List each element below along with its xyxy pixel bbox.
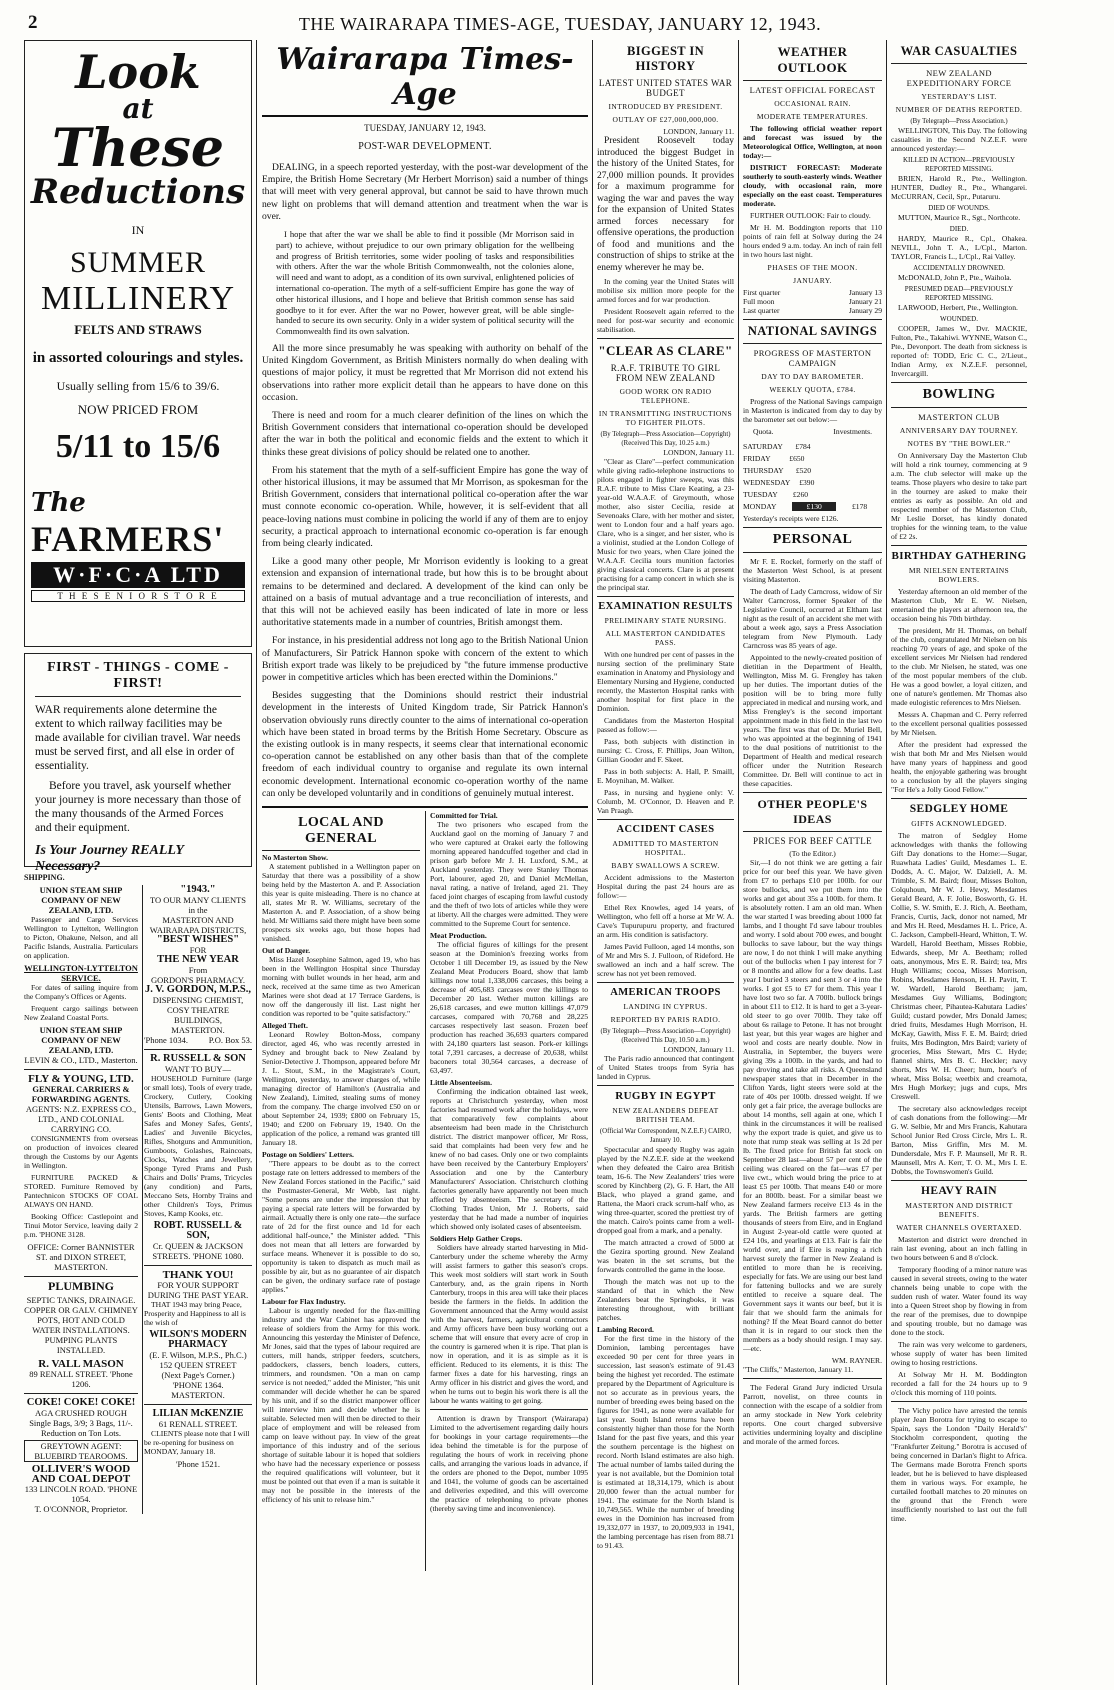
shipping-advert: UNION STEAM SHIP COMPANY OF NEW ZEALAND, LTD. Passenger and Cargo Services Wellington to Lyttelton, Wellington to Picton, Ohakune, Nelson, and all Pacific Islands, Australia. Particulars on application. WELLINGTON-LYTTELTON SERVICE. For dates of sailing inquire from the Company's Offices or Agents. Frequent cargo sailings between New Zealand Coastal Ports. UNION STEAM SHIP COMPANY OF NEW ZEALAND, LTD. LEVIN & CO., LTD., Masterton. [24, 885, 138, 1065]
gordon-advert: "1943." TO OUR MANY CLIENTS in the MASTERTON AND WAIRARAPA DISTRICTS, "BEST WISHES" FOR THE NEW YEAR From GORDON'S PHARMACY. J. V. GORDON, M.P.S., DISPENSING CHEMIST, COSY THEATRE BUILDINGS, MASTERTON. 'Phone 1034. P.O. Box 53. [144, 884, 252, 1045]
barometer-row: TUESDAY £260 [743, 490, 809, 499]
savings-title: NATIONAL SAVINGS [747, 324, 878, 338]
small-ads-left [24, 885, 143, 1514]
casualties-title: WAR CASUALTIES [900, 44, 1018, 58]
farmers-logo: The FARMERS' [31, 488, 225, 559]
weather-column: WEATHER OUTLOOK LATEST OFFICIAL FORECAST OCCASIONAL RAIN. MODERATE TEMPERATURES. The following official weather report and forecast was issued by the Meteorological Office, Wellington, at noon today:— DISTRICT FORECAST: Moderate southerly to south-easterly winds. Weather cloudy, with occasional rain, more especially on the east coast. Temperatures moderate. FURTHER OUTLOOK: Fair to cloudy. Mr H. M. Boddington reports that 110 points of rain fell at Solway during the 24 hours ended 9 a.m. today. An inch of rain fell in two hours last night. PHASES OF THE MOON. JANUARY. First quarter January 13 Full moon January 21 Last quarter January 29 NATIONAL SAVINGS PROGRESS OF MASTERTON CAMPAIGN DAY TO DAY BAROMETER. WEEKLY QUOTA, £784. Progress of the National Savings campaign in Masterton is indicated from day to day by the barometer set out below:— Quota. Investments. SATURDAY £784 FRIDAY £650 THURSDAY £520 WEDNESDAY £390 TUESDAY £260 MONDAY £130 £178 Yesterday's receipts were £126. PERSONAL Mr F. E. Rockel, formerly on the staff of the Masterton West School, is at present visiting Masterton. The death of Lady Carncross, widow of Sir Walter Carncross, former Speaker of the Legislative Council, occurred at Eltham last night as the result of an accident she met with about a week ago, says a Press Association telegram from New Plymouth. Lady Carncross was 85 years of age. Appointed to the newly-created position of dietitian in the Department of Health, Wellington, Miss M. G. Frengley has taken up her duties. The important duties of the position will be to bring more fully appreciated in medical and nursing work, and Miss Frengley's is the second important appointment made in this field in the last two years. The first was that of Dr. Muriel Bell, who was appointed at the beginning of 1941 to the dual positions of nutritionist to the Department of Health and medical research officer under the Nutrition Research Committee. Dr. Bell will continue to act in these capacities. OTHER PEOPLE'S IDEAS PRICES FOR BEEF CATTLE (To the Editor.) Sir,—I do not think we are getting a fair price for our beef this year. We have given from £7 to perhaps £10 per 100lb. for our store bullocks, and we put them into the works and get about 35s a 100lb. for them. It is absolutely rotten. I am an old man. When the war started I was breeding about 1000 fat lambs, and I thought I'd save labour troubles and worry. I sold about 700 ewes, and bought bullocks to save labour, but the way things are now, I do not think I will make anything out of the bullocks when I pay interest for 7 or 8 months and allow for a few deaths. Last year I buried 3 steers and sent 3 or 4 into the works. I got £5 to £7 for them. This year I have lost two so far. A 700lb. bullock brings in about £11 to £12. It is hard to get a 3-year-old steer to go over 700lb. They take off about 6s railage to Petone. It has not brought last year, but this year wages are higher and wool and costs are nearly double. Now in Australia, in September, the buyers were giving 39s a 100lb. in the yards, and had to pay droving and take all risks. A Queensland newspaper states that in December in the Clifton Yards, light steers were sold at the rate of 40s per 100lb. dressed weight. If we only get a fair price, the average bullocks are about 14 months, sell again at one, which I think in the circumstances it will be realised why the export trade is quiet, and give us to note that rump steak was selling at 1s 2d per lb. The fixed price for British fat stock on September 28 last—about 57 per cent of the ceiling was cleared on the fat—was £7 per live cwt., which would bring the price to at least £5 per 100lb. That means £40 or more for an 800lb. beast. For a similar beast we New Zealand farmers receive £13 4s in the yards. The British farmers are getting thousands of steers from Eire, and in England in August 2-year-old cattle were quoted at £24 10s, and yearlings at £13. Fair is fair the world over, and if Eire is reaping a rich harvest surely the farmer in New Zealand is entitled to more than he is receiving, especially for fats. We are using our best land for fattening bullocks and we are surely entitled to receive a square deal. The Government says it wants our beef, but it is fair that we should farm the animals for nothing? If the Meat Board cannot do better than it is in regard to our stock then the members as a body should resign. I may say.—etc. WM. RAYNER. "The Cliffs," Masterton, January 11. The Federal Grand Jury indicted Ursula Parrott, novelist, on three counts in connection with the escape of a soldier from an army stockade in New York celebrity reports. One court charged subversive activities undermining loyalty and discipline and morale of the armed forces. [743, 44, 882, 1446]
column-rule [738, 40, 739, 1685]
millinery-advert: Look at These Reductions IN SUMMER MILLINERY FELTS AND STRAWS in assorted colourings and styles. Usually selling from 15/6 to 39/6. NOW PRICED FROM 5/11 to 15/6 The FARMERS' W·F·C·A LTD T H E S E N I O R S T O R E [24, 40, 252, 647]
price-range: 5/11 to 15/6 [55, 428, 221, 465]
ads-column: Look at These Reductions IN SUMMER MILLINERY FELTS AND STRAWS in assorted colourings and styles. Usually selling from 15/6 to 39/6. NOW PRICED FROM 5/11 to 15/6 The FARMERS' W·F·C·A LTD T H E S E N I O R S T O R E FIRST - THINGS - COME - FIRST! WAR requirements alone determine the extent to which railway facilities may be made available for civilian travel. War needs must be served first, and all else in order of essentiality. Before you travel, ask yourself whether your journey is more necessary than those of the many thousands of the Armed Forces and their equipment. Is Your Journey REALLY Necessary? SHIPPING. UNION STEAM SHIP COMPANY OF NEW ZEALAND, LTD. Passenger and Cargo Services Wellington to Lyttelton, Wellington to Picton, Ohakune, Nelson, and all Pacific Islands, Australia. Particulars on application. WELLINGTON-LYTTELTON SERVICE. For dates of sailing inquire from the Company's Offices or Agents. Frequent cargo sailings between New Zealand Coastal Ports. UNION STEAM SHIP COMPANY OF NEW ZEALAND, LTD. LEVIN & CO., LTD., Masterton. FLY & YOUNG, LTD. GENERAL CARRIERS & FORWARDING AGENTS. AGENTS: N.Z. EXPRESS CO., LTD., AND COLONIAL CARRYING CO. CONSIGNMENTS from overseas on production of invoices cleared through the Customs by our Agents in Wellington. FURNITURE PACKED & STORED. Furniture Removed by Pantechnicon STOCKS OF COAL ALWAYS ON HAND. Booking Office: Castlepoint and Tinui Motor Service, leaving daily 2 p.m. 'PHONE 3128. OFFICE: Corner BANNISTER ST. and DIXON STREET, MASTERTON. PLUMBING SEPTIC TANKS, DRAINAGE. COPPER OR GALV. CHIMNEY POTS, HOT AND COLD WATER INSTALLATIONS. PUMPING PLANTS INSTALLED. R. VALL MASON 89 RENALL STREET. 'Phone 1206. COKE! COKE! COKE! AGA CRUSHED ROUGH Single Bags, 3/9; 3 Bags, 11/-. Reduction on Ton Lots. GREYTOWN AGENT: BLUEBIRD TEAROOMS. OLLIVER'S WOOD AND COAL DEPOT 133 LINCOLN ROAD. 'PHONE 1054. T. O'CONNOR, Proprietor. "1943." TO OUR MANY CLIENTS in the MASTERTON AND WAIRARAPA DISTRICTS, "BEST WISHES" FOR THE NEW YEAR From GORDON'S PHARMACY. J. V. GORDON, M.P.S., DISPENSING CHEMIST, COSY THEATRE BUILDINGS, MASTERTON. 'Phone 1034. P.O. Box 53. R. RUSSELL & SON WANT TO BUY— HOUSEHOLD Furniture (large or small lots), Tools of every trade, Crockery, Cutlery, Cooking Utensils, Barrows, Lawn Mowers, Gents' Boots and Clothing, Meat Safes and Money Safes, Gents', Ladies' and Juvenile Bicycles, Rifles, Shotguns and Ammunition, Gumboots, Golashes, Raincoats, Clocks, Watches and Jewellery, Sponge Tyred Prams and Push Chairs and Dolls' Prams, Tricycles (any condition) and Parts, Meccano Sets, Hornby Trains and other Children's Toys, Primus Stoves, Kamp Kooks, etc. ROBT. RUSSELL & SON, Cr. QUEEN & JACKSON STREETS. 'PHONE 1080. THANK YOU! FOR YOUR SUPPORT DURING THE PAST YEAR. THAT 1943 may bring Peace, Prosperity and Happiness to all is the wish of WILSON'S MODERN PHARMACY (E. F. Wilson, M.P.S., Ph.C.) 152 QUEEN STREET (Next Page's Corner.) 'PHONE 1364. MASTERTON. LILIAN McKENZIE 61 RENALL STREET. CLIENTS please note that I will be re-opening for business on MONDAY, January 18. 'Phone 1521. [24, 40, 252, 1685]
local-general: LOCAL AND GENERAL No Masterton Show. A statement published in a Wellington paper on Saturday that there was a possibility of a show being held by the Masterton A. and P. Association this year is quite misleading. There is no chance at all, states Mr R. W. Williams, secretary of the Masterton A. and P. Association, of a show being held. Mr Williams said there might have been some prospects six weeks ago, but those hopes had vanished. Out of Danger. Miss Hazel Josephine Salmon, aged 19, who has been in the Wellington Hospital since Thursday morning with bullet wounds in her head, arm and neck, received at the same time as two American Marines were shot dead at 17 Terrace Gardens, is now off the dangerously ill list. Last night her condition was reported to be "quite satisfactory." Alleged Theft. Leonard Rowley Bolton-Moss, company director, aged 46, who was recently arrested in Sydney and brought back to New Zealand by Senior-Detective J. Thompson, appeared before Mr J. L. Stout, S.M., in the Magistrate's Court, Wellington, yesterday, to answer charges of, while managing director of Hamilton's (Australia and New Zealand), Limited, stealing sums of money from the company. The charge involved £50 on or about September 24, 1939; £800 on February 15, 1940; and £200 on February 19, 1940. On the application of the police, a remand was granted till January 18. Postage on Soldiers' Letters. "There appears to be doubt as to the correct postage rate on letters addressed to members of the New Zealand Forces stationed in the Pacific," said the Postmaster-General, Mr Webb, last night. "Some persons are under the impression that by paying a special rate letters will be forwarded by airmail. Actually there is only one rate—the surface rate of 2d for the first ounce and 1d for each additional half-ounce," the Minister added. "This does not mean that all letters are forwarded by surface means. Whenever it is possible to do so, opportunity is taken to dispatch as much mail as possible by air, but as no guarantee of air dispatch can be given, the ordinary surface rate of postage applies." Labour for Flax Industry. Labour is urgently needed for the flax-milling industry and the War Cabinet has approved the release of soldiers from the Army for this work. Announcing this yesterday the Minister of Defence, Mr Jones, said that the types of labour required are cutters, mill hands, stripper feeders, scutchers, paddockers, classers, bench loaders, cutters, trimmers, and roundsmen. "On a man on camp service is not needed," added the Minister, "his unit commander will decide whether he can be spared by his unit, and if so the district manpower officer will interview him and decide whether he is suitable. Selected men will then be directed to their place of employment and will be released from camp on leave without pay. In view of the great importance of this industry and of the serious shortage of suitable labour it is hoped that soldiers who have had the necessary experience or possess the required qualifications will volunteer, but it must be pointed out that even if a man is suitable it may not be possible in the interests of the efficiency of his unit to release him." Committed for Trial. The two prisoners who escaped from the Auckland gaol on the morning of January 7 and who were captured at Orakei early the following morning appeared handcuffed together and clad in prison garb before Mr J. H. Luxford, S.M., at Auckland yesterday. They were Stanley Thomas Port, labourer, aged 20, and Daniel McMellan, naval rating, a native of Ireland, aged 21. They faced joint charges of escaping from lawful custody and the theft of two lots of articles while they were at liberty. All the charges were admitted. They were committed to the Supreme Court for sentence. Meat Production. The official figures of killings for the present season at the Dominion's freezing works from October 1 till December 19, as issued by the New Zealand Meat Producers Board, show that lamb killings now total 1,338,006 carcases, this being a decrease of 405,683 carcases over the killings to December 20 last. Wether mutton killings are 26,618 carcases, and ewe mutton killings 47,079 carcases, compared with 70,768 and 28,225 carcases respectively last season. Frozen beef production has reached 36,693 quarters compared with 24,180 quarters last season. Pork-er killings total 7,391 carcases, a decrease of 20,638, whilst baconers total 30,564 carcases, a decrease of 63,497. Little Absenteeism. Confirming the indication obtained last week, reports at Christchurch yesterday, when most factories had resumed work after the holidays, were that comparatively few complaints about absenteeism had been made in the Christchurch district. The district manpower officer, Mr Ross, said that complaints had been very few and he knew of no bad cases. Only one or two complaints have been received by the Canterbury Employers' Association and one by the Canterbury Manufacturers' Association. Christchurch clothing factories generally have apparently not been much affected by absenteeism. The secretary of the Clothing Trades Union, Mr J. Roberts, said yesterday that he had made a number of inquiries which showed only isolated cases of absenteeism. Soldiers Help Gather Crops. Soldiers have already started harvesting in Mid-Canterbury under the scheme whereby the Army will assist farmers to gather this season's crops. This week most soldiers will start work in South Canterbury, and, as the grain ripens in North Canterbury, troops in this area will take their places beside the farmers in the fields. In addition the Government announced that the Army would assist with the harvest, farmers, agricultural contractors and Army officers have been busy working out a scheme that will ensure that every acre of crop in the country is garnered when it is ripe. That plan is now in operation, and it is as simple as it is efficient. Reduced to its elements, it is this: The farmer fixes a date for his harvesting, rings an Army officer in his district and gives the word, and when he turns out to begin his work there is all the labour he wants waiting to get going. Attention is drawn by Transport (Wairarapa) Limited to the advertisement regarding daily hours for bookings in your cartage requirements—the idea behind the timetable is for the purpose of regulating the hours of work in receiving phone calls, and arranging the various loads in advance, if the orders are phoned to the Depot, number 1095 and 1041, the volume of goods can be ascertained and deliveries expedited, and this will overcome the practice of telephoning to private phones (thereby saving time and inconvenience). [262, 811, 588, 1571]
column-rule [256, 40, 257, 1685]
coke-advert: COKE! COKE! COKE! AGA CRUSHED ROUGH Single Bags, 3/9; 3 Bags, 11/-. Reduction on Ton Lots. GREYTOWN AGENT: BLUEBIRD TEAROOMS. OLLIVER'S WOOD AND COAL DEPOT 133 LINCOLN ROAD. 'PHONE 1054. T. O'CONNOR, Proprietor. [24, 1397, 138, 1514]
reductions-headline: Look at These Reductions [30, 45, 246, 212]
column-rule [592, 40, 593, 1685]
barometer-row: MONDAY £130 £178 [743, 502, 868, 511]
plumbing-advert: PLUMBING SEPTIC TANKS, DRAINAGE. COPPER OR GALV. CHIMNEY POTS, HOT AND COLD WATER INSTALLATIONS. PUMPING PLANTS INSTALLED. R. VALL MASON 89 RENALL STREET. 'Phone 1206. [24, 1279, 138, 1389]
news-column: BIGGEST IN HISTORY LATEST UNITED STATES WAR BUDGET INTRODUCED BY PRESIDENT. OUTLAY OF £27,000,000,000. LONDON, January 11. President Roosevelt today introduced the biggest Budget in the history of the United States, for 27,000 million pounds. It provides for a maximum programme for waging the war and paves the way for the expansion of United States armed forces necessary for offensive operations, the production of food and munitions and the construction of ships to strike at the enemy wherever he may be. In the coming year the United States will mobilise six million more people for the armed forces and for war production. President Roosevelt again referred to the need for post-war security and economic stabilisation. "CLEAR AS CLARE" R.A.F. TRIBUTE TO GIRL FROM NEW ZEALAND GOOD WORK ON RADIO TELEPHONE. IN TRANSMITTING INSTRUCTIONS TO FIGHTER PILOTS. (By Telegraph—Press Association—Copyright) (Received This Day, 10.25 a.m.) LONDON, January 11. "Clear as Clare"—perfect communication while giving radio-telephone instructions to pilots engaged in fighter sweeps, was this R.A.F. tribute to Miss Clare Keating, a 23-year-old W.A.A.F. of Greymouth, whose mother, also sister Cecilia, reside at Sevenoaks Clare, with her mother and sister, went to London four and a half years ago. Clare, who is a singer, and her sister, who is a violinist, studied at the London College of Music for two years, when Clare joined the W.A.A.F. Cecilia tours munition factories giving classical concerts. Clare is at present practising for a camp concert in which she is the principal star. EXAMINATION RESULTS PRELIMINARY STATE NURSING. ALL MASTERTON CANDIDATES PASS. With one hundred per cent of passes in the nursing section of the preliminary State examination in Anatomy and Physiology and Elementary Nursing and Hygiene, conducted recently, the Masterton Hospital ranks with another hospital for first place in the Dominion. Candidates from the Masterton Hospital passed as follow:— Pass, both subjects with distinction in nursing: C. Cross, F. Phillips, Joan Wilton, Gillian Gooder and F. Skeet. Pass in both subjects: A. Hall, P. Smaill, E. Moynihan, M. Walker. Pass, in nursing and hygiene only: V. Columb, M. O'Connor, D. Heaven and P. Van Praagh. ACCIDENT CASES ADMITTED TO MASTERTON HOSPITAL. BABY SWALLOWS A SCREW. Accident admissions to the Masterton Hospital during the past 24 hours are as follow:— Ethel Rex Knowles, aged 14 years, of Wellington, who fell off a horse at Mr W. A. Cave's Tupurupuru property, and fractured an arm. His condition is satisfactory. James Pavid Fulloon, aged 14 months, son of Mr and Mrs S. J. Fulloon, of Rideford. He swallowed an inch and a half screw. The screw has not yet been removed. AMERICAN TROOPS LANDING IN CYPRUS. REPORTED BY PARIS RADIO. (By Telegraph—Press Association—Copyright) (Received This Day, 10.50 a.m.) LONDON, January 11. The Paris radio announced that contingent of United States troops from Syria has landed in Cyprus. RUGBY IN EGYPT NEW ZEALANDERS DEFEAT BRITISH TEAM. (Official War Correspondent, N.Z.E.F.) CAIRO, January 10. Spectacular and speedy Rugby was again played by the N.Z.E.F. side at the weekend when they defeated the Cairo area British team, 16-6. The New Zealanders' tries were scored by Kinchberg (2), G. F. Hart, the All Black, who played a grand game, and Rattena, the Maori crack scrum-half who, as wing three-quarter, scored the prettiest try of the match. Cairo's points came from a well-dropped goal from a mark, and a penalty. The match attracted a crowd of 5000 at the Gezira sporting ground. New Zealand was beaten in the set scrums, but the forwards controlled the game in the loose. Though the match was not up to the standard of that in which the New Zealanders beat the Springboks, it was interesting throughout, with brilliant patches. Lambing Record. For the first time in the history of the Dominion, lambing percentages have exceeded 90 per cent for three years in succession, last season's estimate of 91.43 being the highest yet recorded. The estimate prepared by the Department of Agriculture is not so accurate as in previous years, the number of breeding ewes being based on the figures for 1941, as none were available for last year. South Island returns have been consistently higher than those for the North Island for the past five years, and this year the southern percentage is the highest on record. North Island estimates are also high. The actual number of lambs tailed during the year is not available, but the Dominion total is estimated at 18,314,179, which is about 20,000 fewer than the actual number for 1941. The estimate for the North Island is 10,749,565. While the number of breeding ewes in the Dominion has increased from 19,332,077 in 1937, to 20,009,933 in 1941, the lambing percentage has risen from 88.71 to 91.43. [597, 44, 734, 1550]
journey-tagline: Is Your Journey REALLY Necessary? [35, 843, 184, 874]
editorial-column: Wairarapa Times-Age TUESDAY, JANUARY 12, 1943. POST-WAR DEVELOPMENT. DEALING, in a speech reported yesterday, with the post-war development of the Empire, the British Home Secretary (Mr Herbert Morrison) said a number of things that will meet with very general approval, but cannot be said to have thrown much new light on problems that will demand attention and treatment when the war is over. I hope that after the war we shall be able to find it possible (Mr Morrison said in part) to achieve, without prejudice to our own primary obligation for the wellbeing and progress of British territories, some wider pooling of tasks and responsibilities with others. After the war the whole British Commonwealth, not the colonies alone, will need and want to adopt, as a condition of its own survival, enlightened policies of international co-operation. The myth of a self-sufficient Empire has gone the way of other historical illusions, and I hope and believe that British common sense has said goodbye to it for ever. After the war no Power, however great, will be able single-handed to secure its own security. Only in a wider system of political security will the Commonwealth find its own salvation. All the more since presumably he was speaking with authority on behalf of the United Kingdom Government, as British Ministers normally do when dealing with questions of major policy, it must be regretted that Mr Morrison did not extend his observations into rather more explicit detail than he appears to have done on this occasion. There is need and room for a much clearer definition of the lines on which the British Government considers that international co-operation should be developed after the war in both the political and economic fields and the extent to which it thinks these great divisions of policy should be related one to another. From his statement that the myth of a self-sufficient Empire has gone the way of other historical illusions, it may be assumed that Mr Morrison, as spokesman for the British Government, considers that international political co-operation after the war must connote economic co-operation. While, however, it is self-evident that all peace-loving nations must combine in policing the world if any of them are to enjoy security, a practical approach to international economic co-operation is far enough from being clearly indicated. Like a good many other people, Mr Morrison evidently is looking to a great extension and expansion of international trade, but how this is to be brought about remains to be determined and declared. A development of the kind can only be attained on a basis of mutual advantage and a true reconciliation of interests, and that this will not be achieved easily has been indicated of late in more or less authoritative statements made in a number of countries, British amongst them. For instance, in his presidential address not long ago to the British National Union of Manufacturers, Sir Patrick Hannon spoke with concern of the extent to which British export trade was likely to be prejudiced by "the future immense productive power in competitive articles which has been erected within the Dominions." Besides suggesting that the Dominions should restrict their industrial development in the interests of United Kingdom trade, Sir Patrick Hannon's observation obviously runs directly counter to the aims of international co-operation which have been stated in broad terms by the British Home Secretary. Obscure as the existing outlook is in many respects, it seems clear that international economic co-operation cannot be established on any other basis than that of the complete freedom of each individual country to organise and regulate its own internal economic development. International economic co-operation worthy of the name can only be developed voluntarily and in conditions of genuinely mutual interest. LOCAL AND GENERAL No Masterton Show. A statement published in a Wellington paper on Saturday that there was a possibility of a show being held by the Masterton A. and P. Association this year is quite misleading. There is no chance at all, states Mr R. W. Williams, secretary of the Masterton A. and P. Association, of a show being held. Mr Williams said there might have been some prospects six weeks ago, but those hopes had vanished. Out of Danger. Miss Hazel Josephine Salmon, aged 19, who has been in the Wellington Hospital since Thursday morning with bullet wounds in her head, arm and neck, received at the same time as two American Marines were shot dead at 17 Terrace Gardens, is now off the dangerously ill list. Last night her condition was reported to be "quite satisfactory." Alleged Theft. Leonard Rowley Bolton-Moss, company director, aged 46, who was recently arrested in Sydney and brought back to New Zealand by Senior-Detective J. Thompson, appeared before Mr J. L. Stout, S.M., in the Magistrate's Court, Wellington, yesterday, to answer charges of, while managing director of Hamilton's (Australia and New Zealand), Limited, stealing sums of money from the company. The charge involved £50 on or about September 24, 1939; £800 on February 15, 1940; and £200 on February 19, 1940. On the application of the police, a remand was granted till January 18. Postage on Soldiers' Letters. "There appears to be doubt as to the correct postage rate on letters addressed to members of the New Zealand Forces stationed in the Pacific," said the Postmaster-General, Mr Webb, last night. "Some persons are under the impression that by paying a special rate letters will be forwarded by airmail. Actually there is only one rate—the surface rate of 2d for the first ounce and 1d for each additional half-ounce," the Minister added. "This does not mean that all letters are forwarded by surface means. Whenever it is possible to do so, opportunity is taken to dispatch as much mail as possible by air, but as no guarantee of air dispatch can be given, the ordinary surface rate of postage applies." Labour for Flax Industry. Labour is urgently needed for the flax-milling industry and the War Cabinet has approved the release of soldiers from the Army for this work. Announcing this yesterday the Minister of Defence, Mr Jones, said that the types of labour required are cutters, mill hands, stripper feeders, scutchers, paddockers, classers, bench loaders, cutters, trimmers, and roundsmen. "On a man on camp service is not needed," added the Minister, "his unit commander will decide whether he can be spared by his unit, and if so the district manpower officer will interview him and decide whether he is suitable. Selected men will then be directed to their place of employment and will be released from camp on leave without pay. In view of the great importance of this industry and of the serious shortage of suitable labour it is hoped that soldiers who have had the necessary experience or possess the required qualifications will volunteer, but it must be pointed out that even if a man is suitable it may not be possible in the interests of the efficiency of his unit to release him." Committed for Trial. The two prisoners who escaped from the Auckland gaol on the morning of January 7 and who were captured at Orakei early the following morning appeared handcuffed together and clad in prison garb before Mr J. H. Luxford, S.M., at Auckland yesterday. They were Stanley Thomas Port, labourer, aged 20, and Daniel McMellan, naval rating, a native of Ireland, aged 21. They faced joint charges of escaping from lawful custody and the theft of two lots of articles while they were at liberty. All the charges were admitted. They were committed to the Supreme Court for sentence. Meat Production. The official figures of killings for the present season at the Dominion's freezing works from October 1 till December 19, as issued by the New Zealand Meat Producers Board, show that lamb killings now total 1,338,006 carcases, this being a decrease of 405,683 carcases over the killings to December 20 last. Wether mutton killings are 26,618 carcases, and ewe mutton killings 47,079 carcases, compared with 70,768 and 28,225 carcases respectively last season. Frozen beef production has reached 36,693 quarters compared with 24,180 quarters last season. Pork-er killings total 7,391 carcases, a decrease of 20,638, whilst baconers total 30,564 carcases, a decrease of 63,497. Little Absenteeism. Confirming the indication obtained last week, reports at Christchurch yesterday, when most factories had resumed work after the holidays, were that comparatively few complaints about absenteeism had been made in the Christchurch district. The district manpower officer, Mr Ross, said that complaints had been very few and he knew of no bad cases. Only one or two complaints have been received by the Canterbury Employers' Association and one by the Canterbury Manufacturers' Association. Christchurch clothing factories generally have apparently not been much affected by absenteeism. The secretary of the Clothing Trades Union, Mr J. Roberts, said yesterday that he had made a number of inquiries which showed only isolated cases of absenteeism. Soldiers Help Gather Crops. Soldiers have already started harvesting in Mid-Canterbury under the scheme whereby the Army will assist farmers to gather this season's crops. This week most soldiers will start work in South Canterbury, and, as the grain ripens in North Canterbury, troops in this area will take their places beside the farmers in the fields. In addition the Government announced that the Army would assist with the harvest, farmers, agricultural contractors and Army officers have been busy working out a scheme that will ensure that every acre of crop in the country is garnered when it is ripe. That plan is now in operation, and it is as simple as it is efficient. Reduced to its elements, it is this: The farmer fixes a date for his harvesting, rings an Army officer in his district and gives the word, and when he turns out to begin his work there is all the labour he wants waiting to get going. Attention is drawn by Transport (Wairarapa) Limited to the advertisement regarding daily hours for bookings in your cartage requirements—the idea behind the timetable is for the purpose of regulating the hours of work in receiving phone calls, and arranging the various loads in advance, if the orders are phoned to the Depot, number 1095 and 1041, the volume of goods can be ascertained and deliveries expedited, and this will overcome the practice of telephoning to private phones (thereby saving time and inconvenience). [262, 40, 588, 1685]
moon-row: Full moon January 21 [743, 297, 882, 306]
nameplate: Wairarapa Times-Age [276, 42, 574, 112]
wilson-advert: THANK YOU! FOR YOUR SUPPORT DURING THE PAST YEAR. THAT 1943 may bring Peace, Prosperity and Happiness to all is the wish of WILSON'S MODERN PHARMACY (E. F. Wilson, M.P.S., Ph.C.) 152 QUEEN STREET (Next Page's Corner.) 'PHONE 1364. MASTERTON. [144, 1269, 249, 1400]
mckenzie-advert: LILIAN McKENZIE 61 RENALL STREET. CLIENTS please note that I will be re-opening for business on MONDAY, January 18. 'Phone 1521. [144, 1408, 250, 1469]
column-rule [886, 40, 887, 1685]
barometer-row: THURSDAY £520 [743, 466, 812, 475]
ideas-title: OTHER PEOPLE'S IDEAS [757, 797, 868, 826]
personal-title: PERSONAL [772, 532, 853, 547]
moon-row: Last quarter January 29 [743, 306, 882, 315]
fly-young-advert: FLY & YOUNG, LTD. GENERAL CARRIERS & FORWARDING AGENTS. AGENTS: N.Z. EXPRESS CO., LTD., AND COLONIAL CARRYING CO. CONSIGNMENTS from overseas on production of invoices cleared through the Customs by our Agents in Wellington. FURNITURE PACKED & STORED. Furniture Removed by Pantechnicon STOCKS OF COAL ALWAYS ON HAND. Booking Office: Castlepoint and Tinui Motor Service, leaving daily 2 p.m. 'PHONE 3128. OFFICE: Corner BANNISTER ST. and DIXON STREET, MASTERTON. [24, 1073, 138, 1272]
editorial-title: POST-WAR DEVELOPMENT. [358, 141, 492, 152]
barometer-row: SATURDAY £784 [743, 442, 811, 451]
barometer-row: WEDNESDAY £390 [743, 478, 815, 487]
weather-title: WEATHER OUTLOOK [777, 44, 848, 75]
small-ads [24, 885, 252, 1514]
dateline: THE WAIRARAPA TIMES-AGE, TUESDAY, JANUARY 12, 1943. [298, 14, 822, 34]
editorial-body: DEALING, in a speech reported yesterday, with the post-war development of the Empire, the British Home Secretary (Mr Herbert Morrison) said a number of things that will meet with very general approval, but cannot be said to have thrown much new light on problems that will demand attention and treatment when the war is over. I hope that after the war we shall be able to find it possible (Mr Morrison said in part) to achieve, without prejudice to our own primary obligation for the wellbeing and progress of British territories, some wider pooling of tasks and responsibilities with others. After the war the whole British Commonwealth, not the colonies alone, will need and want to adopt, as a condition of its own survival, enlightened policies of international co-operation. The myth of a self-sufficient Empire has gone the way of other historical illusions, and I hope and believe that British common sense has said goodbye to it for ever. After the war no Power, however great, will be able single-handed to secure its own security. Only in a wider system of political security will the Commonwealth find its own salvation. All the more since presumably he was speaking with authority on behalf of the United Kingdom Government, as British Ministers normally do when dealing with questions of major policy, it must be regretted that Mr Morrison did not extend his observations into rather more explicit detail than he appears to have done on this occasion. There is need and room for a much clearer definition of the lines on which the British Government considers that international co-operation should be developed after the war in both the political and economic fields and the extent to which it thinks these great divisions of policy should be related one to another. From his statement that the myth of a self-sufficient Empire has gone the way of other historical illusions, it may be assumed that Mr Morrison, as spokesman for the British Government, considers that international political co-operation after the war must connote economic co-operation. While, however, it is self-evident that all peace-loving nations must combine in policing the world if any of them are to enjoy security, a practical approach to international economic co-operation is far enough from being clearly indicated. Like a good many other people, Mr Morrison evidently is looking to a great extension and expansion of international trade, but how this is to be brought about remains to be determined and declared. A development of the kind can only be attained on a basis of mutual advantage and a true reconciliation of interests, and that this will not be achieved easily has been indicated of late in more or less authoritative statements made in a number of countries, British amongst them. For instance, in his presidential address not long ago to the British National Union of Manufacturers, Sir Patrick Hannon spoke with concern of the extent to which British export trade was likely to be prejudiced by "the future immense productive power in competitive articles which has been erected within the Dominions." Besides suggesting that the Dominions should restrict their industrial development in the interests of United Kingdom trade, Sir Patrick Hannon's observation obviously runs directly counter to the aims of international co-operation which have been stated in broad terms by the British Home Secretary. Obscure as the existing outlook is in many respects, it seems clear that international economic co-operation cannot be established on any other basis than that of the complete freedom of each individual country to organise and regulate its own internal economic development. International economic co-operation worthy of the name can only be developed voluntarily and in conditions of genuinely mutual interest. [262, 162, 588, 799]
summer-heading: SUMMER [69, 246, 207, 279]
russell-advert: R. RUSSELL & SON WANT TO BUY— HOUSEHOLD Furniture (large or small lots), Tools of every trade, Crockery, Cutlery, Cooking Utensils, Barrows, Lawn Mowers, Gents' Boots and Clothing, Meat Safes and Money Safes, Gents', Ladies' and Juvenile Bicycles, Rifles, Shotguns and Ammunition, Gumboots, Golashes, Raincoats, Clocks, Watches and Jewellery, Sponge Tyred Prams and Push Chairs and Dolls' Prams, Tricycles (any condition) and Parts, Meccano Sets, Hornby Trains and other Children's Toys, Primus Stoves, Kamp Kooks, etc. ROBT. RUSSELL & SON, Cr. QUEEN & JACKSON STREETS. 'PHONE 1080. [144, 1053, 252, 1261]
casualties-column: WAR CASUALTIES NEW ZEALAND EXPEDITIONARY FORCE YESTERDAY'S LIST. NUMBER OF DEATHS REPORTED. (By Telegraph—Press Association.) WELLINGTON, This Day. The following casualties in the Second N.Z.E.F. were announced yesterday:— KILLED IN ACTION—PREVIOUSLY REPORTED MISSING. BRIEN, Harold R., Pte., Wellington. HUNTER, Dudley R., Pte., Whangarei. McCURRAN, Cecil, Spr., Putaruru. DIED OF WOUNDS. MUTTON, Maurice R., Sgt., Northcote. DIED. HARDY, Maurice R., Cpl., Ohakea. NEVILL, John T. A., L/Cpl., Marton. TAYLOR, Francis L., L/Cpl., Rai Valley. ACCIDENTALLY DROWNED. McDONALD, John P., Pte., Waihola. PRESUMED DEAD—PREVIOUSLY REPORTED MISSING. LARWOOD, Herbert, Pte., Wellington. WOUNDED. COOPER, James W., Dvr. MACKIE, Fulton, Pte., Takahiwi. WYNNE, Watson C., Pte., Devonport. The death from sickness is reported of: TODD, Eric C. C., 2/Lieut., Indian Army, ex N.Z.E.F. personnel, Invercargill. BOWLING MASTERTON CLUB ANNIVERSARY DAY TOURNEY. NOTES BY "THE BOWLER." On Anniversary Day the Masterton Club will hold a rink tourney, commencing at 9 a.m. The club selector will make up the teams. Those players who desire to take part in the tourney are asked to make their entries as early as possible. An old and respected member of the Masterton Club, Mr Leslie Dorset, has kindly donated trophies for the winning team, to the value of £2 2s. BIRTHDAY GATHERING MR NIELSEN ENTERTAINS BOWLERS. Yesterday afternoon an old member of the Masterton Club, Mr E. W. Nielsen, entertained the players at afternoon tea, the occasion being his 70th birthday. The president, Mr H. Thomas, on behalf of the club, congratulated Mr Nielsen on his reaching 70 years of age, and spoke of the excellent services Mr Nielsen had rendered to the club. Mr Nielsen, he stated, was one of the most popular members of the club. He was a good bowler, a loyal citizen, and one of nature's gentlemen. Mr Thomas also made eulogistic references to Mrs Nielsen. Messrs A. Chapman and C. Perry referred to the excellent personal qualities possessed by Mr Nielsen. After the president had expressed the wish that both Mr and Mrs Nielsen would have many years of happiness and good health, the enjoyable gathering was brought to a conclusion by all the players singing "For He's a Jolly Good Fellow." SEDGLEY HOME GIFTS ACKNOWLEDGED. The matron of Sedgley Home acknowledges with thanks the following Gift Day donations to the Home:—Sugar, Ruawhata Ladies' Guild, Mesdames L. E. Dodds, A. C. Major, W. Dalziell, A. M. Trimble, S. M. Baird; flour, Misses Bolton, Colquhoun, Mr W. J. Hewy, Mesdames Gerald Beard, A. F. Jolie, Bosworth, G. H. Collie, S. W. Smith, E. J. Rich, A. Beetham, Francis, Curtis, Jack, donor not named, Mr and Mrs H. Reed, Mesdames H. L. Price, A. C. Jackson, Campbell-Heard, Whitton, T. W. Wardell, Harold Beetham, Misses Robbie, Edwards, sheep, Mr A. Beetham; rolled oats, anonymous, Mrs E. R. Baird; tea, Mrs Hugh Williams; cocoa, Misses Morrison, Robins, Mesdames Henson, H. H. Pavitt, T. W. Wardell, Harold Beetham; jam, Mesdames Guy Williams, Bodington; Christmas cheer, Pihautea-Kahutara Ladies' Guild; custard powder, Mrs Donald James; dried fruits, Mesdames Hugh Morrison, H. McKay, Gawith, Miss F. E. M. Baird; dried fruits, Mrs Bodington, Mrs Baird; variety of groceries, Miss Stewart, Mrs C. Hyde; flannel shirts, Mrs B. C. Heckler; navy shorts, Mrs W. H. Cheer; hum, hour's of wheat, Miss Bolsa; weetbix and creamota, Mrs Hugh Morkey; jugs and cups, Mrs Creswell. The secretary also acknowledges receipt of cash donations from the following:—Mr G. W. Selbie, Mr and Mrs Francis, Kahutara School Junior Red Cross Circle, Mrs L. R. Barton, Miss Griffin, Mrs M. M. Dundersdale, Mrs F. P. Maunsell, Mr R. R. Maunsell, Mrs A. Kerr, T. O. M., Mrs I. E. Dobbs, the Townswomen's Guild. HEAVY RAIN MASTERTON AND DISTRICT BENEFITS. WATER CHANNELS OVERTAXED. Masterton and district were drenched in rain last evening, about an inch falling in two hours between 6 and 8 o'clock. Temporary flooding of a minor nature was caused in several streets, owing to the water channels being unable to cope with the sudden rush of water. Water found its way into a Queen Street shop by flowing in from the rear of the premises, due to downpipe and spouting trouble, but no damage was done to the stock. The rain was very welcome to gardeners, whose supply of water has been limited owing to hosing restrictions. At Solway Mr H. M. Boddington recorded a fall for the 24 hours up to 9 o'clock this morning of 110 points. The Vichy police have arrested the tennis player Jean Borotra for trying to escape to Spain, says the London "Daily Herald's" Stockholm correspondent, quoting the "Frankfurter Zeitung." Borotra is accused of being concerned in Darlan's flight to Africa. The Germans made Borotra French sports leader, but he is believed to have displeased them in various ways. For example, he curtailed football matches to 20 minutes on the ground that the French were insufficiently nourished to last out the full time. [891, 44, 1027, 1523]
first-things-advert: FIRST - THINGS - COME - FIRST! WAR requirements alone determine the extent to which railway facilities may be made available for civilian travel. War needs must be served first, and all else in order of essentiality. Before you travel, ask yourself whether your journey is more necessary than those of the many thousands of the Armed Forces and their equipment. Is Your Journey REALLY Necessary? [24, 653, 252, 867]
local-general-title: LOCAL AND GENERAL [262, 815, 420, 851]
page-number: 2 [28, 12, 38, 33]
moon-phases [743, 288, 882, 315]
small-ads-right [144, 885, 252, 1514]
savings-barometer: SATURDAY £784 FRIDAY £650 THURSDAY £520 WEDNESDAY £390 TUESDAY £260 MONDAY £130 £178 Yesterday's receipts were £126. [743, 442, 882, 523]
moon-row: First quarter January 13 [743, 288, 882, 297]
barometer-row: FRIDAY £650 [743, 454, 805, 463]
bowling-title: BOWLING [922, 387, 996, 402]
millinery-heading: MILLINERY [40, 280, 236, 317]
